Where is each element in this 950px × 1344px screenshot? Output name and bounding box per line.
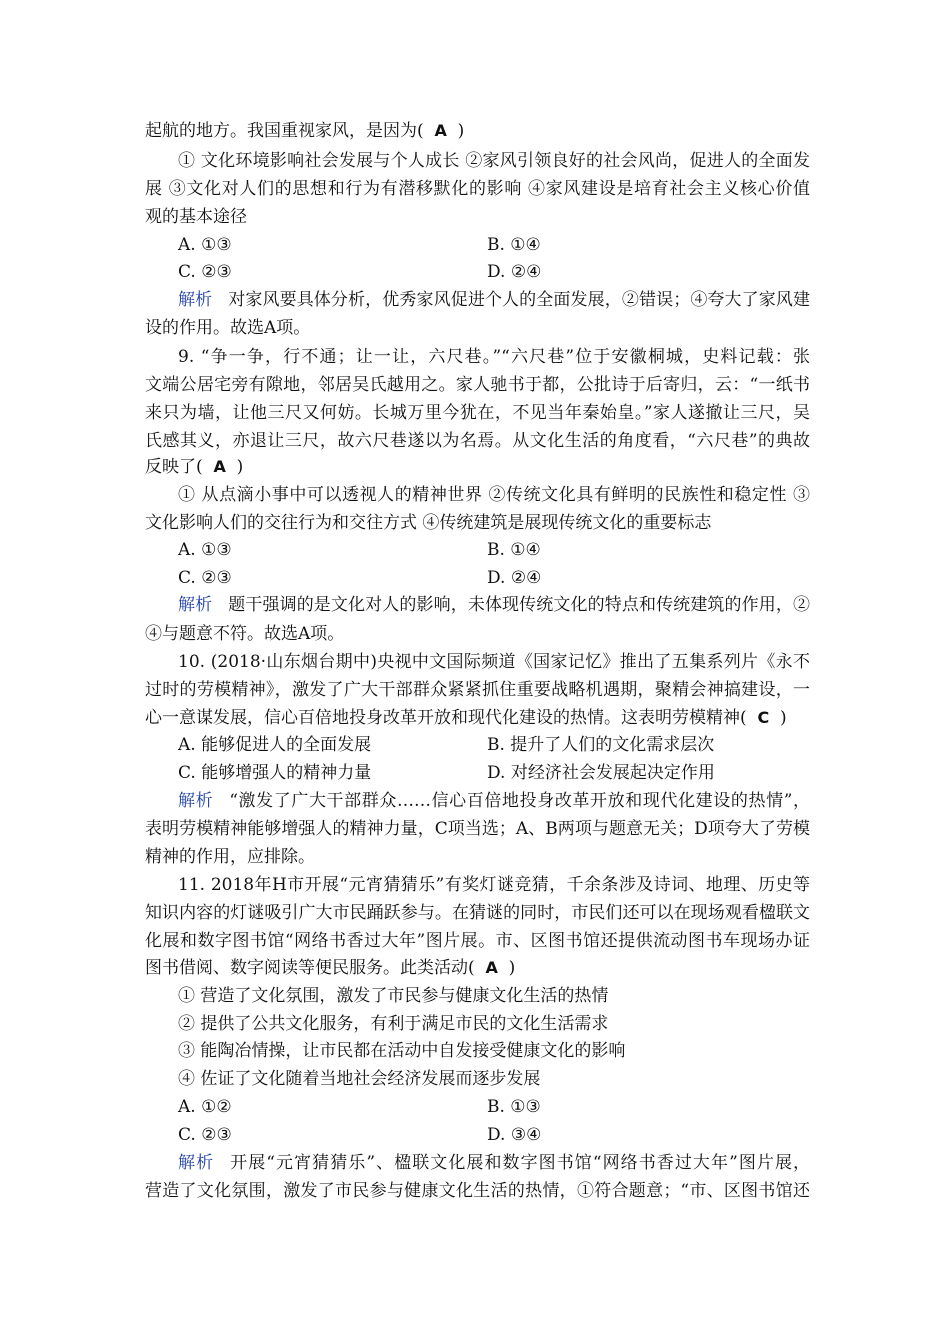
q10-stem-line: 过时的劳模精神》，激发了广大干部群众紧紧抓住重要战略机遇期，聚精会神搞建设，一 [145, 680, 810, 700]
q11-statement-3: ③ 能陶冶情操，让市民都在活动中自发接受健康文化的影响 [178, 1041, 626, 1061]
q8-statement-line: ① 文化环境影响社会发展与个人成长 ②家风引领良好的社会风尚，促进人的全面发 [178, 151, 810, 171]
q10-analysis-line: 表明劳模精神能够增强人的精神力量，C项当选；A、B两项与题意无关；D项夸大了劳模 [145, 819, 810, 839]
q10-analysis-line: 解析 “激发了广大干部群众……信心百倍地投身改革开放和现代化建设的热情”， [178, 791, 810, 811]
q10-option-c: C. 能够增强人的精神力量 [178, 763, 372, 783]
q11-stem-line: 11. 2018年H市开展“元宵猜猜乐”有奖灯谜竞猜，千余条涉及诗词、地理、历史等 [178, 875, 810, 895]
q9-statement-line: 文化影响人们的交往行为和交往方式 ④传统建筑是展现传统文化的重要标志 [145, 513, 712, 533]
analysis-tag: 解析 [178, 595, 213, 615]
q10-stem-line: 10. (2018·山东烟台期中)央视中文国际频道《国家记忆》推出了五集系列片《永不 [178, 652, 810, 672]
analysis-tag: 解析 [178, 290, 213, 310]
q8-analysis-line: 解析 对家风要具体分析，优秀家风促进个人的全面发展，②错误；④夸大了家风建 [178, 290, 811, 310]
q9-stem-line: 反映了( A ) [145, 457, 244, 477]
q10-option-b: B. 提升了人们的文化需求层次 [487, 735, 715, 755]
q11-stem-line: 化展和数字图书馆“网络书香过大年”图片展。市、区图书馆还提供流动图书车现场办证 [145, 931, 810, 951]
q9-analysis-line: 解析 题干强调的是文化对人的影响，未体现传统文化的特点和传统建筑的作用，② [178, 595, 811, 615]
q10-analysis-line: 精神的作用，应排除。 [145, 847, 315, 867]
q11-statement-1: ① 营造了文化氛围，激发了市民参与健康文化生活的热情 [178, 986, 609, 1006]
analysis-tag: 解析 [178, 791, 214, 811]
q9-option-a: A. ①③ [178, 540, 232, 560]
q9-analysis-line: ④与题意不符。故选A项。 [145, 624, 345, 644]
q9-option-d: D. ②④ [487, 568, 542, 588]
q8-option-b: B. ①④ [487, 235, 541, 255]
q8-stem-line: 起航的地方。我国重视家风，是因为( A ) [145, 121, 465, 141]
q9-stem-line: 氏感其义，亦退让三尺，故六尺巷遂以为名焉。从文化生活的角度看，“六尺巷”的典故 [145, 431, 810, 451]
q11-option-d: D. ③④ [487, 1125, 542, 1145]
q9-option-c: C. ②③ [178, 568, 232, 588]
q11-statement-2: ② 提供了公共文化服务，有利于满足市民的文化生活需求 [178, 1014, 609, 1034]
q8-answer: A [434, 121, 447, 140]
q10-answer: C [757, 708, 770, 727]
q11-answer: A [485, 958, 498, 977]
q9-stem-line: 文端公居宅旁有隙地，邻居吴氏越用之。家人驰书于都，公批诗于后寄归，云：“一纸书 [145, 375, 810, 395]
q10-stem-line: 心一意谋发展，信心百倍地投身改革开放和现代化建设的热情。这表明劳模精神( C ) [145, 708, 787, 728]
q10-option-d: D. 对经济社会发展起决定作用 [487, 763, 715, 783]
q10-option-a: A. 能够促进人的全面发展 [178, 735, 372, 755]
q9-option-b: B. ①④ [487, 540, 541, 560]
q11-stem-line: 知识内容的灯谜吸引广大市民踊跃参与。在猜谜的同时，市民们还可以在现场观看楹联文 [145, 903, 810, 923]
q9-stem-line: 来只为墙，让他三尺又何妨。长城万里今犹在，不见当年秦始皇。”家人遂撤让三尺，吴 [145, 403, 810, 423]
q11-option-a: A. ①② [178, 1097, 232, 1117]
q11-option-b: B. ①③ [487, 1097, 541, 1117]
q9-stem-line: 9. “争一争，行不通；让一让，六尺巷。”“六尺巷”位于安徽桐城，史料记载：张 [178, 347, 810, 367]
q8-option-a: A. ①③ [178, 235, 232, 255]
q11-analysis-line: 营造了文化氛围，激发了市民参与健康文化生活的热情，①符合题意；“市、区图书馆还 [145, 1181, 810, 1201]
q8-analysis-line: 设的作用。故选A项。 [145, 318, 311, 338]
q11-statement-4: ④ 佐证了文化随着当地社会经济发展而逐步发展 [178, 1069, 541, 1089]
q8-option-d: D. ②④ [487, 262, 542, 282]
q9-statement-line: ① 从点滴小事中可以透视人的精神世界 ②传统文化具有鲜明的民族性和稳定性 ③ [178, 485, 810, 505]
q9-answer: A [213, 457, 226, 476]
q8-option-c: C. ②③ [178, 262, 232, 282]
q8-statement-line: 观的基本途径 [145, 207, 247, 227]
q11-stem-line: 图书借阅、数字阅读等便民服务。此类活动( A ) [145, 958, 516, 978]
q8-statement-line: 展 ③文化对人们的思想和行为有潜移默化的影响 ④家风建设是培育社会主义核心价值 [145, 179, 810, 199]
q11-option-c: C. ②③ [178, 1125, 232, 1145]
q11-analysis-line: 解析 开展“元宵猜猜乐”、楹联文化展和数字图书馆“网络书香过大年”图片展， [178, 1153, 811, 1173]
analysis-tag: 解析 [178, 1153, 215, 1173]
